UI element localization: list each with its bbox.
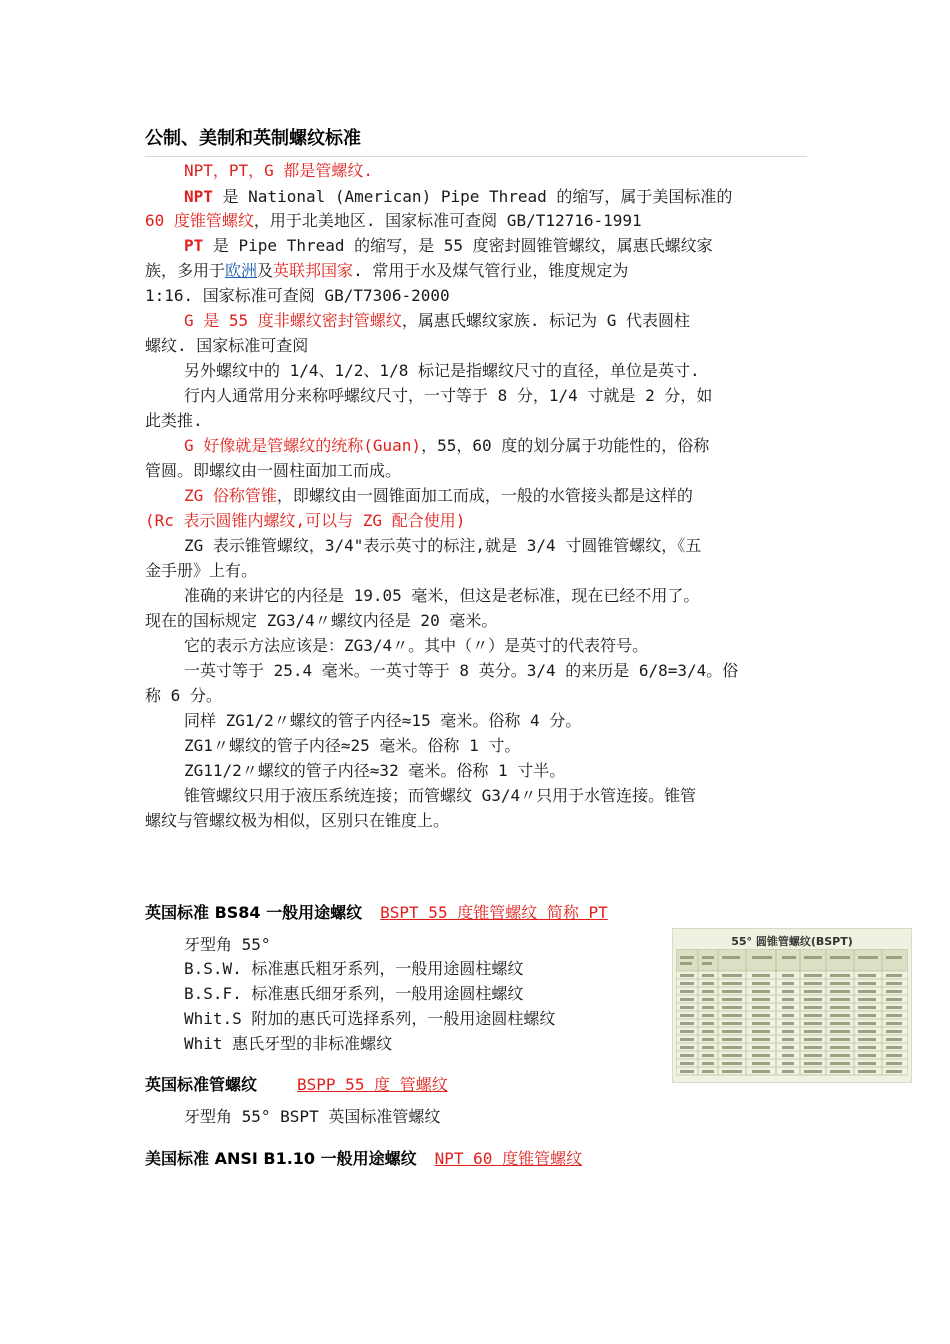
paragraph-text: 是 National (American) Pipe Thread 的缩写，属于美国标准的 bbox=[212, 187, 733, 206]
g-term: G 是 55 度非螺纹密封管螺纹 bbox=[184, 311, 402, 330]
bspt-link[interactable]: BSPT 55 度锥管螺纹 简称 PT bbox=[380, 903, 608, 922]
paragraph-text: 及 bbox=[257, 261, 274, 280]
bs84-item: Whit.S 附加的惠氏可选择系列，一般用途圆柱螺纹 bbox=[184, 1009, 556, 1028]
section-heading-text: 美国标准 ANSI B1.10 一般用途螺纹 bbox=[145, 1149, 417, 1168]
paragraph-10-line-1: 准确的来讲它的内径是 19.05 毫米，但这是老标准，现在已经不用了。 bbox=[184, 586, 700, 605]
paragraph-15: ZG11/2〃螺纹的管子内径≈32 毫米。俗称 1 寸半。 bbox=[184, 761, 566, 780]
paragraph-8-line-1 bbox=[184, 485, 693, 507]
paragraph-text: 族，多用于 bbox=[145, 261, 226, 280]
commonwealth-link[interactable]: 英联邦国家 bbox=[273, 261, 354, 280]
section-heading-text: 英国标准管螺纹 bbox=[145, 1075, 258, 1094]
paragraph-12-line-2: 称 6 分。 bbox=[145, 686, 222, 705]
paragraph-9-line-2: 金手册》上有。 bbox=[145, 561, 258, 580]
paragraph-text: 是 Pipe Thread 的缩写，是 55 度密封圆锥管螺纹，属惠氏螺纹家 bbox=[203, 236, 713, 255]
paragraph-11: 它的表示方法应该是：ZG3/4〃。其中（〃）是英寸的代表符号。 bbox=[184, 636, 649, 655]
paragraph-3-line-2 bbox=[145, 260, 628, 282]
npt-link[interactable]: NPT 60 度锥管螺纹 bbox=[434, 1149, 583, 1168]
bs84-item: 牙型角 55° bbox=[184, 935, 271, 954]
paragraph-text: . 常用于水及煤气管行业，锥度规定为 bbox=[353, 261, 629, 280]
pt-term: PT bbox=[184, 236, 204, 255]
paragraph-5: 另外螺纹中的 1/4、1/2、1/8 标记是指螺纹尺寸的直径，单位是英寸. bbox=[184, 361, 700, 380]
section-heading-text: 英国标准 BS84 一般用途螺纹 bbox=[145, 903, 363, 922]
section-bs84-heading bbox=[145, 902, 608, 924]
paragraph-text: ，即螺纹由一圆锥面加工而成，一般的水管接头都是这样的 bbox=[276, 486, 693, 505]
paragraph-7-line-1 bbox=[184, 435, 709, 457]
bs84-item: B.S.F. 标准惠氏细牙系列，一般用途圆柱螺纹 bbox=[184, 984, 524, 1003]
paragraph-4-line-2: 螺纹. 国家标准可查阅 bbox=[145, 336, 309, 355]
npt-term: NPT bbox=[184, 187, 213, 206]
paragraph-12-line-1: 一英寸等于 25.4 毫米。一英寸等于 8 英分。3/4 的来历是 6/8=3/4。俗 bbox=[184, 661, 739, 680]
bspp-item: 牙型角 55° BSPT 英国标准管螺纹 bbox=[184, 1107, 441, 1126]
title-divider bbox=[145, 156, 807, 157]
page-title: 公制、美制和英制螺纹标准 bbox=[145, 128, 361, 149]
bs84-item: Whit 惠氏牙型的非标准螺纹 bbox=[184, 1034, 393, 1053]
paragraph-16-line-1: 锥管螺纹只用于液压系统连接；而管螺纹 G3/4〃只用于水管连接。锥管 bbox=[184, 786, 697, 805]
table-grid-graphic bbox=[676, 949, 908, 1079]
paragraph-10-line-2: 现在的国标规定 ZG3/4〃螺纹内径是 20 毫米。 bbox=[145, 611, 498, 630]
paragraph-3-line-3: 1:16. 国家标准可查阅 GB/T7306-2000 bbox=[145, 286, 450, 305]
paragraph-4-line-1 bbox=[184, 310, 690, 332]
paragraph-16-line-2: 螺纹与管螺纹极为相似，区别只在锥度上。 bbox=[145, 811, 450, 830]
paragraph-text: ，属惠氏螺纹家族. 标记为 G 代表圆柱 bbox=[401, 311, 690, 330]
paragraph-text: ，用于北美地区. 国家标准可查阅 GB/T12716-1991 bbox=[253, 211, 642, 230]
npt-angle: 60 度锥管螺纹 bbox=[145, 211, 254, 230]
paragraph-3-line-1 bbox=[184, 235, 713, 257]
zg-term: ZG 俗称管锥 bbox=[184, 486, 277, 505]
table-image-caption: 55° 圆锥管螺纹(BSPT) bbox=[731, 935, 853, 948]
paragraph-1: NPT，PT，G 都是管螺纹. bbox=[184, 161, 374, 180]
paragraph-6-line-2: 此类推. bbox=[145, 411, 203, 430]
paragraph-6-line-1: 行内人通常用分来称呼螺纹尺寸，一寸等于 8 分，1/4 寸就是 2 分，如 bbox=[184, 386, 713, 405]
g-general-term: G 好像就是管螺纹的统称(Guan) bbox=[184, 436, 422, 455]
bspt-table-image bbox=[672, 928, 912, 1083]
paragraph-8-line-2: (Rc 表示圆锥内螺纹,可以与 ZG 配合使用) bbox=[145, 511, 466, 530]
bspp-link[interactable]: BSPP 55 度 管螺纹 bbox=[297, 1075, 448, 1094]
paragraph-13: 同样 ZG1/2〃螺纹的管子内径≈15 毫米。俗称 4 分。 bbox=[184, 711, 582, 730]
section-ansi-heading bbox=[145, 1148, 582, 1170]
paragraph-7-line-2: 管圆。即螺纹由一圆柱面加工而成。 bbox=[145, 461, 402, 480]
europe-link[interactable]: 欧洲 bbox=[225, 261, 258, 280]
paragraph-2-line-1 bbox=[184, 186, 732, 208]
paragraph-9-line-1: ZG 表示锥管螺纹，3/4"表示英寸的标注,就是 3/4 寸圆锥管螺纹，《五 bbox=[184, 536, 702, 555]
paragraph-text: ，55，60 度的划分属于功能性的，俗称 bbox=[421, 436, 710, 455]
paragraph-14: ZG1〃螺纹的管子内径≈25 毫米。俗称 1 寸。 bbox=[184, 736, 521, 755]
bs84-item: B.S.W. 标准惠氏粗牙系列，一般用途圆柱螺纹 bbox=[184, 959, 524, 978]
paragraph-2-line-2 bbox=[145, 210, 642, 232]
section-bspp-heading bbox=[145, 1074, 448, 1096]
